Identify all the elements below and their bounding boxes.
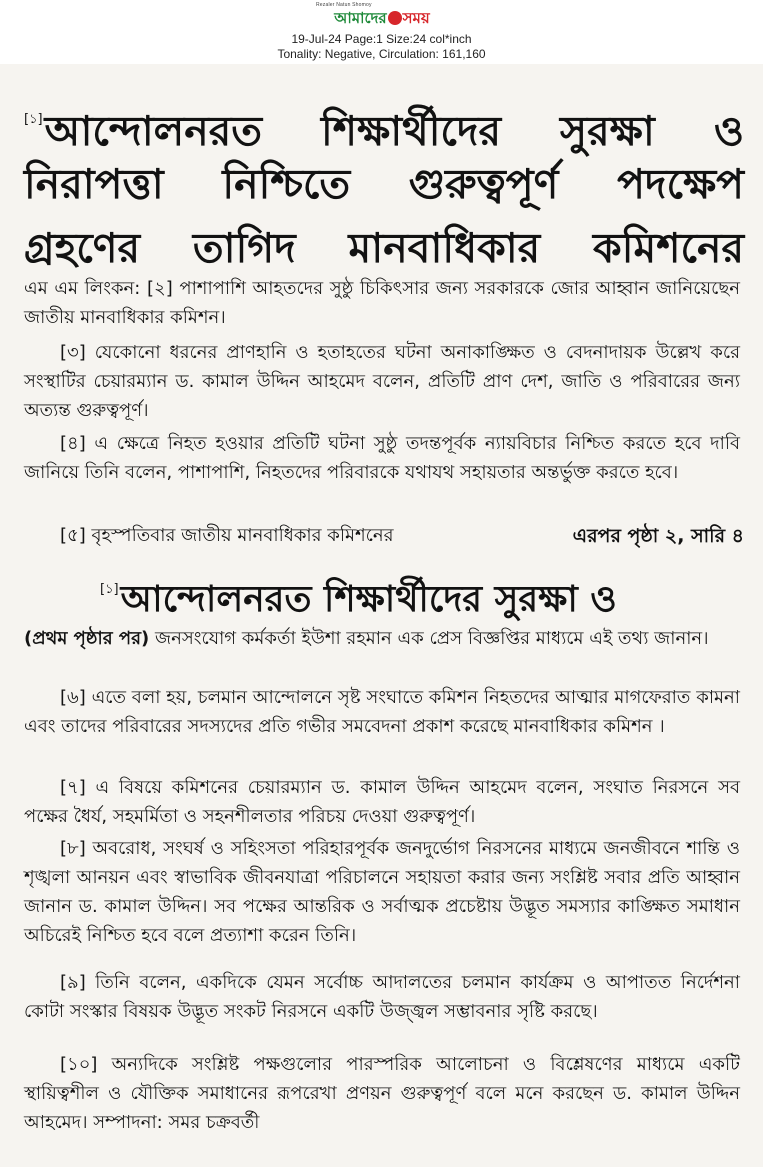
logo-text-a: আমাদের <box>334 9 387 27</box>
logo-text-b: সময় <box>402 9 430 27</box>
clipping-meta-tonality: Tonality: Negative, Circulation: 161,160 <box>277 47 486 61</box>
headline-line-1: [১]আন্দোলনরত শিক্ষার্থীদের সুরক্ষা ও <box>24 107 744 155</box>
continued-from-label: (প্রথম পৃষ্ঠার পর) <box>24 628 150 649</box>
paragraph-10: [১০] অন্যদিকে সংশ্লিষ্ট পক্ষগুলোর পারস্পরিক আলোচনা ও বিশ্লেষণের মাধ্যমে একটি স্থায়িত্বশীল ও যৌক্তিক সমাধানের রূপরেখা প্রণয়ন গুরুত্বপূর্ণ বলে মনে করছেন ড. কামাল উদ্দিন আহমেদ। সম্পাদনা: সমর চক্রবর্তী <box>24 1054 740 1133</box>
paragraph-7: [৭] এ বিষয়ে কমিশনের চেয়ারম্যান ড. কামাল উদ্দিন আহমেদ বলেন, সংঘাত নিরসনে সব পক্ষের ধৈর্য, সহমর্মিতা ও সহনশীলতার পরিচয় দেওয়া গুরুত্বপূর্ণ। <box>24 777 740 827</box>
paragraph-5: [৫] বৃহস্পতিবার জাতীয় মানবাধিকার কমিশনের <box>60 525 394 546</box>
logo-emblem-icon <box>388 11 402 25</box>
paragraph-8: [৮] অবরোধ, সংঘর্ষ ও সহিংসতা পরিহারপূর্বক জনদুর্ভোগ নিরসনের মাধ্যমে জনজীবনে শান্তি ও শৃঙ্খলা আনয়ন এবং স্বাভাবিক জীবনযাত্রা পরিচালনে সহায়তা করার জন্য সংশ্লিষ্ট সবার প্রতি আহ্বান জানান ড. কামাল উদ্দিন। সব পক্ষের আন্তরিক ও সর্বাত্মক প্রচেষ্টায় উদ্ভূত সমস্যার কাঙ্ক্ষিত সমাধান অচিরেই নিশ্চিত হবে বলে প্রত্যাশা করেন তিনি। <box>24 838 740 946</box>
continued-row <box>60 521 744 551</box>
sub-headline: [১]আন্দোলনরত শিক্ষার্থীদের সুরক্ষা ও <box>100 579 617 620</box>
paragraph-6: [৬] এতে বলা হয়, চলমান আন্দোলনে সৃষ্ট সংঘাতে কমিশন নিহতদের আত্মার মাগফেরাত কামনা এবং তাদের পরিবারের সদস্যদের প্রতি গভীর সমবেদনা প্রকাশ করেছে মানবাধিকার কমিশন । <box>24 687 740 737</box>
paragraph-3: [৩] যেকোনো ধরনের প্রাণহানি ও হতাহতের ঘটনা অনাকাঙ্ক্ষিত ও বেদনাদায়ক উল্লেখ করে সংস্থাটির চেয়ারম্যান ড. কামাল উদ্দিন আহমেদ বলেন, প্রতিটি প্রাণ দেশ, জাতি ও পরিবারের জন্য অত্যন্ত গুরুত্বপূর্ণ। <box>24 342 740 421</box>
headline-line-2: নিরাপত্তা নিশ্চিতে গুরুত্বপূর্ণ পদক্ষেপ <box>24 160 744 208</box>
paragraph-4: [৪] এ ক্ষেত্রে নিহত হওয়ার প্রতিটি ঘটনা সুষ্ঠু তদন্তপূর্বক ন্যায়বিচার নিশ্চিত করতে হবে দাবি জানিয়ে তিনি বলেন, পাশাপাশি, নিহতদের পরিবারকে যথাযথ সহায়তার অন্তর্ভুক্ত করতে হবে। <box>24 433 740 483</box>
headline-line-3: গ্রহণের তাগিদ মানবাধিকার কমিশনের <box>24 224 744 272</box>
clipping-header <box>0 0 763 64</box>
paragraph-intro: এম এম লিংকন: [২] পাশাপাশি আহতদের সুষ্ঠু চিকিৎসার জন্য সরকারকে জোর আহ্বান জানিয়েছেন জাতীয় মানবাধিকার কমিশন। <box>24 278 740 328</box>
paragraph-9: [৯] তিনি বলেন, একদিকে যেমন সর্বোচ্চ আদালতের চলমান কার্যক্রম ও আপাতত নির্দেশনা কোটা সংস্কার বিষয়ক উদ্ভূত সংকট নিরসনে একটি উজ্জ্বল সম্ভাবনার সৃষ্টি করছে। <box>24 972 740 1022</box>
newspaper-logo <box>312 2 452 30</box>
headline-marker: [১] <box>24 112 43 127</box>
clipping-meta-date: 19-Jul-24 Page:1 Size:24 col*inch <box>291 32 472 46</box>
paragraph-continued: (প্রথম পৃষ্ঠার পর) জনসংযোগ কর্মকর্তা ইউশা রহমান এক প্রেস বিজ্ঞপ্তির মাধ্যমে এই তথ্য জানান। <box>24 628 709 649</box>
sub-headline-marker: [১] <box>100 582 119 597</box>
continued-label: এরপর পৃষ্ঠা ২, সারি ৪ <box>572 525 744 547</box>
logo-tagline: Rezaler Natun Shomoy <box>316 2 372 8</box>
